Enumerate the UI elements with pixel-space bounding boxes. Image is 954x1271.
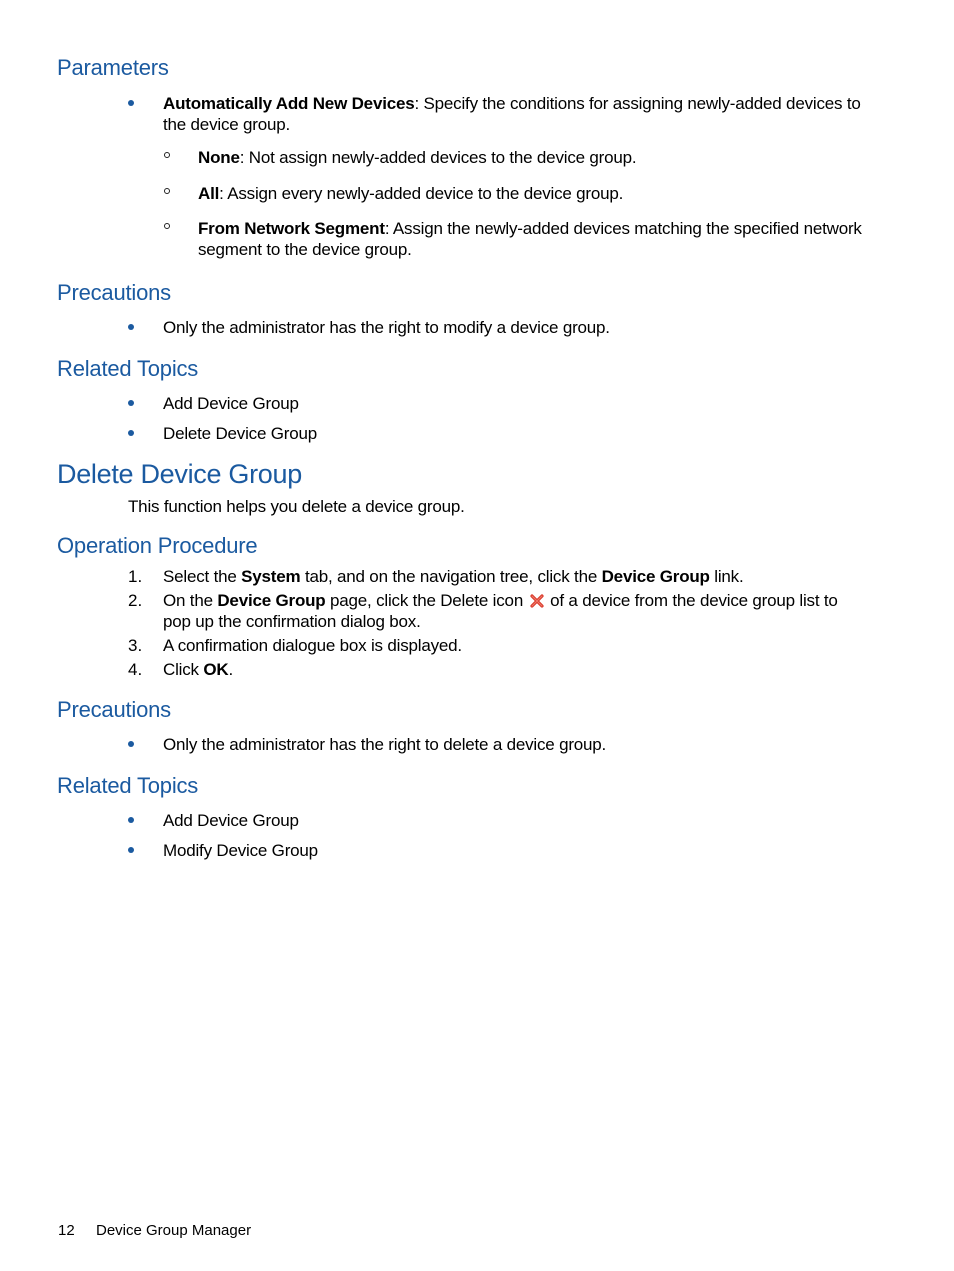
step-bold: System [241,567,301,586]
bullet [127,324,137,334]
step-number: 4. [128,660,143,679]
related-topics-heading: Related Topics [57,773,199,798]
auto-add-text: : Specify the conditions for assigning newly-added devices to the device group. [163,94,861,134]
all-label: All [198,184,220,203]
list-item-auto-add [163,93,873,135]
precautions-heading: Precautions [57,280,171,305]
step-text: page, click the Delete icon [325,591,528,610]
step-text: Select the [163,567,242,586]
bullet [127,400,137,410]
page-number: 12 [58,1222,75,1239]
delete-x-icon [530,592,544,606]
bullet [127,817,137,827]
related-topic-link[interactable]: Modify Device Group [163,841,318,860]
sub-bullet [164,223,172,231]
step-number: 3. [128,636,143,655]
none-label: None [198,148,240,167]
sub-bullet [164,152,172,160]
bullet [127,430,137,440]
bullet [127,100,137,110]
footer-section-title: Device Group Manager [96,1222,252,1239]
operation-procedure-heading: Operation Procedure [57,533,258,558]
step-number: 2. [128,591,143,610]
auto-add-label: Automatically Add New Devices [163,94,415,113]
step-text: Click [163,660,204,679]
step-text: of a device from the device group list to pop up the confirmation dialog box. [163,591,838,631]
sub-bullet [164,188,172,196]
precautions-heading: Precautions [57,697,171,722]
parameters-heading: Parameters [57,55,169,80]
related-topic-link[interactable]: Add Device Group [163,394,299,413]
segment-label: From Network Segment [198,219,385,238]
precautions-item: Only the administrator has the right to modify a device group. [163,318,610,337]
step-text: link. [709,567,744,586]
precautions-item: Only the administrator has the right to delete a device group. [163,735,607,754]
step-number: 1. [128,567,143,586]
step-3: A confirmation dialogue box is displayed. [163,636,462,655]
step-text: tab, and on the navigation tree, click the [300,567,602,586]
segment-text: : Assign the newly-added devices matching the specified network segment to the device group. [198,219,862,259]
step-bold: Device Group [217,591,326,610]
bullet [127,741,137,751]
list-item-none [198,147,878,168]
related-topics-heading: Related Topics [57,356,199,381]
list-item-all [198,183,878,204]
bullet [127,847,137,857]
step-text: . [228,660,233,679]
step-text: On the [163,591,218,610]
delete-device-group-heading: Delete Device Group [57,459,302,489]
list-item-segment [198,218,878,260]
step-bold: Device Group [601,567,710,586]
delete-intro-text: This function helps you delete a device group. [128,497,465,516]
step-bold: OK [203,660,229,679]
step-2 [163,590,863,632]
step-1 [163,566,873,587]
all-text: : Assign every newly-added device to the device group. [219,184,624,203]
none-text: : Not assign newly-added devices to the device group. [239,148,637,167]
related-topic-link[interactable]: Add Device Group [163,811,299,830]
step-4 [163,659,873,680]
related-topic-link[interactable]: Delete Device Group [163,424,317,443]
